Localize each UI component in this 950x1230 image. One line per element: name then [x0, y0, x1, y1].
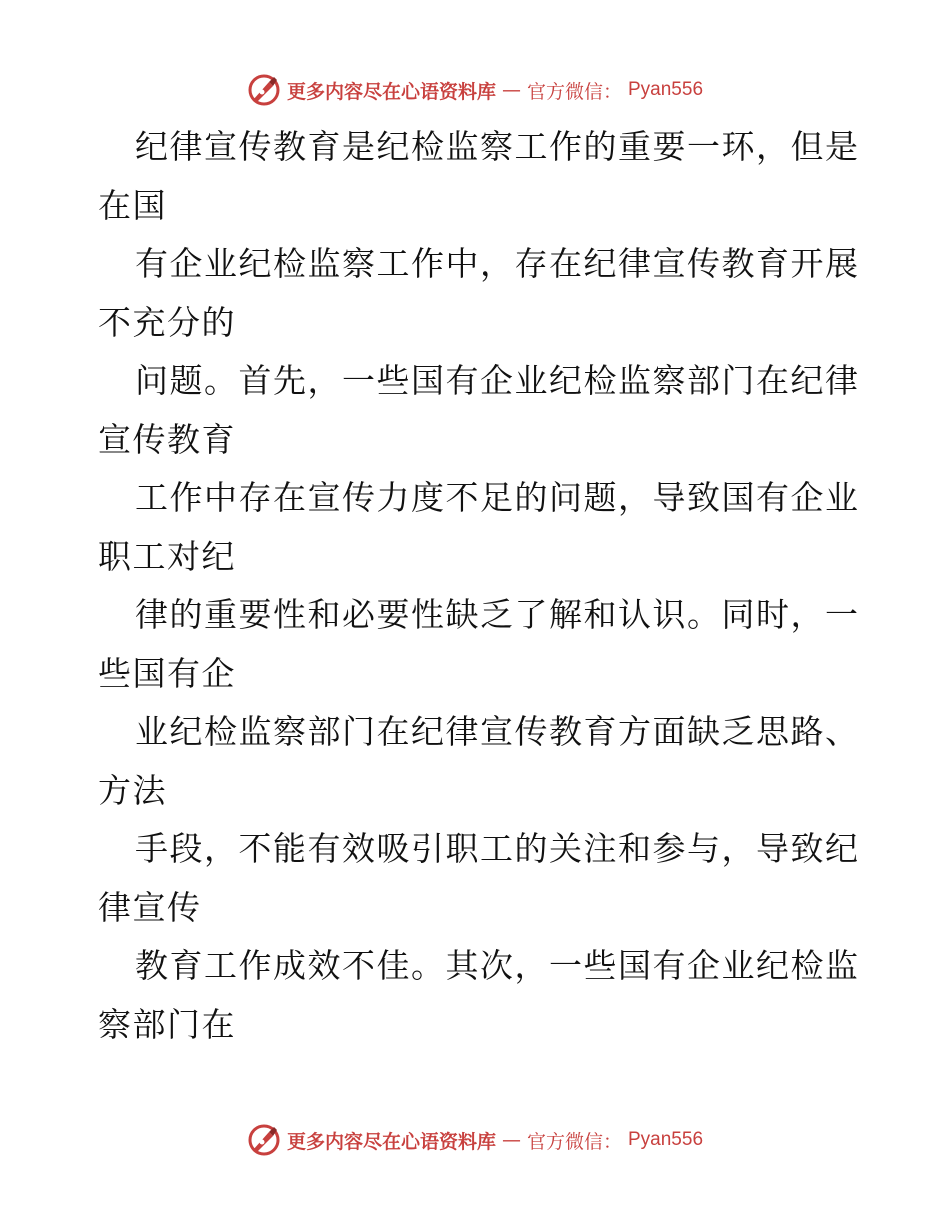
- footer-banner: [0, 1120, 950, 1160]
- header-separator: —: [501, 79, 521, 101]
- text-line-16: 察部门在: [98, 1004, 236, 1044]
- pen-logo-icon: [247, 1123, 281, 1157]
- header-banner: [0, 70, 950, 110]
- text-line-11: 业纪检监察部门在纪律宣传教育方面缺乏思路、: [135, 712, 860, 751]
- footer-separator: —: [501, 1129, 521, 1151]
- pen-logo-icon: [247, 73, 281, 107]
- text-line-1: 纪律宣传教育是纪检监察工作的重要一环，但是: [135, 127, 860, 166]
- text-line-3: 有企业纪检监察工作中，存在纪律宣传教育开展: [135, 244, 860, 283]
- text-line-6: 宣传教育: [98, 419, 236, 459]
- text-line-15: 教育工作成效不佳。其次，一些国有企业纪检监: [135, 946, 860, 985]
- footer-wechat-id: Pyan556: [628, 1129, 704, 1150]
- text-line-7: 工作中存在宣传力度不足的问题，导致国有企业: [135, 478, 860, 517]
- text-line-2: 在国: [98, 185, 167, 225]
- text-line-8: 职工对纪: [98, 536, 236, 576]
- document-body: [98, 118, 858, 1054]
- footer-wechat-label: 官方微信：: [526, 1130, 622, 1153]
- header-wechat-label: 官方微信：: [526, 80, 622, 103]
- footer-brand-text: 更多内容尽在心语资料库: [286, 1130, 496, 1153]
- text-line-13: 手段，不能有效吸引职工的关注和参与，导致纪: [135, 829, 860, 868]
- text-line-10: 些国有企: [98, 653, 236, 693]
- text-line-5: 问题。首先，一些国有企业纪检监察部门在纪律: [135, 361, 860, 400]
- text-line-9: 律的重要性和必要性缺乏了解和认识。同时，一: [135, 595, 860, 634]
- header-wechat-id: Pyan556: [628, 79, 704, 100]
- text-line-14: 律宣传: [98, 887, 202, 927]
- header-brand-text: 更多内容尽在心语资料库: [286, 80, 496, 103]
- text-line-4: 不充分的: [98, 302, 236, 342]
- text-line-12: 方法: [98, 770, 167, 810]
